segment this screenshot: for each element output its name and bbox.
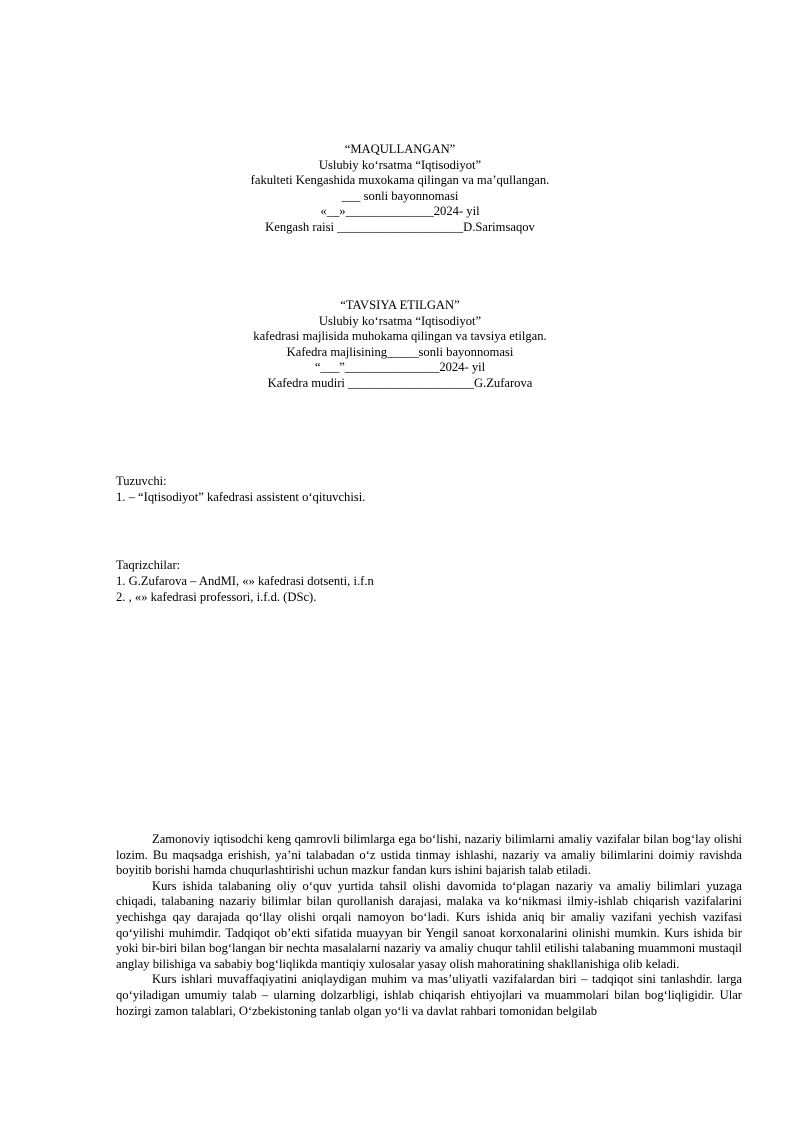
body-text	[116, 832, 742, 1019]
recommendation-line: kafedrasi majlisida muhokama qilingan va tavsiya etilgan.	[253, 329, 547, 344]
body-paragraph: Zamonoviy iqtisodchi keng qamrovli bilimlarga ega bo‘lishi, nazariy bilimlarni amaliy vazifalar bilan bog‘lay olishi lozim. Bu maqsadga erishish, ya’ni talabadan o‘z ustida tinmay ishlashi, nazariy va amaliy bilimlarini doimiy ravishda boyitib borishi hamda chuqurlashtirishi uchun mazkur fandan kurs ishini bajarish talab etiladi.	[116, 832, 742, 878]
approval-line: «__»______________2024- yil	[320, 204, 480, 219]
body-paragraph: Kurs ishlari muvaffaqiyatini aniqlaydigan muhim va mas’uliyatli vazifalardan biri – tadqiqot sini tanlashdir. larga qo‘yiladigan umumiy talab – ularning dolzarbligi, ishlab chiqarish ehtiyojlari va muammolari bilan bog‘liqligidir. Ular hozirgi zamon talablari, O‘zbekistoning tanlab olgan yo‘li va davlat rahbari tomonidan belgilab	[116, 972, 742, 1018]
reviewer-item: 1. G.Zufarova – AndMI, «» kafedrasi dotsenti, i.f.n	[116, 574, 374, 589]
recommendation-line: Kafedra majlisining_____sonli bayonnomasi	[286, 344, 514, 359]
approval-line: ___ sonli bayonnomasi	[341, 188, 459, 203]
compilers-section	[116, 473, 365, 505]
recommendation-line: Kafedra mudiri ____________________G.Zufarova	[267, 375, 533, 390]
reviewers-label: Taqrizchilar:	[116, 558, 181, 572]
approval-line: Uslubiy ko‘rsatma “Iqtisodiyot”	[318, 157, 482, 172]
body-paragraph: Kurs ishida talabaning oliy o‘quv yurtida tahsil olishi davomida to‘plagan nazariy va amaliy bilimlari yuzaga chiqadi, talabaning nazariy bilimlar bilan qurollanish darajasi, malaka va ko‘nikmasi ilmiy-ishlab chiqarish vazifalarini yechishga qay darajada qo‘llay olishi orqali namoyon bo‘ladi. Kurs ishida aniq bir amaliy vazifani yechish vazifasi qo‘yilishi muhimdir. Tadqiqot ob’ekti sifatida muayyan bir Yengil sanoat korxonalarini olinishi mumkin. Kurs ishida bir yoki bir-biri bilan bog‘langan bir nechta masalalarni nazariy va amaliy chuqur tahlil etilishi talabaning muammoni mustaqil anglay bilishiga va sababiy bog‘liqlikda mantiqiy xulosalar yasay olish mahoratining shakllanishiga olib keladi.	[116, 878, 742, 971]
reviewer-item: 2. , «» kafedrasi professori, i.f.d. (DSc).	[116, 590, 317, 605]
approval-line: Kengash raisi ____________________D.Sarimsaqov	[265, 219, 535, 234]
compiler-item: 1. – “Iqtisodiyot” kafedrasi assistent o‘qituvchisi.	[116, 490, 366, 505]
approval-heading: “MAQULLANGAN”	[344, 142, 456, 156]
recommendation-block	[0, 298, 800, 392]
approval-line: fakulteti Kengashida muxokama qilingan va ma’qullangan.	[250, 173, 550, 188]
reviewers-section	[116, 557, 374, 606]
recommendation-line: “___”_______________2024- yil	[314, 360, 486, 375]
recommendation-heading: “TAVSIYA ETILGAN”	[340, 298, 460, 312]
recommendation-line: Uslubiy ko‘rsatma “Iqtisodiyot”	[318, 313, 482, 328]
compilers-label: Tuzuvchi:	[116, 474, 167, 488]
approval-block	[0, 142, 800, 236]
